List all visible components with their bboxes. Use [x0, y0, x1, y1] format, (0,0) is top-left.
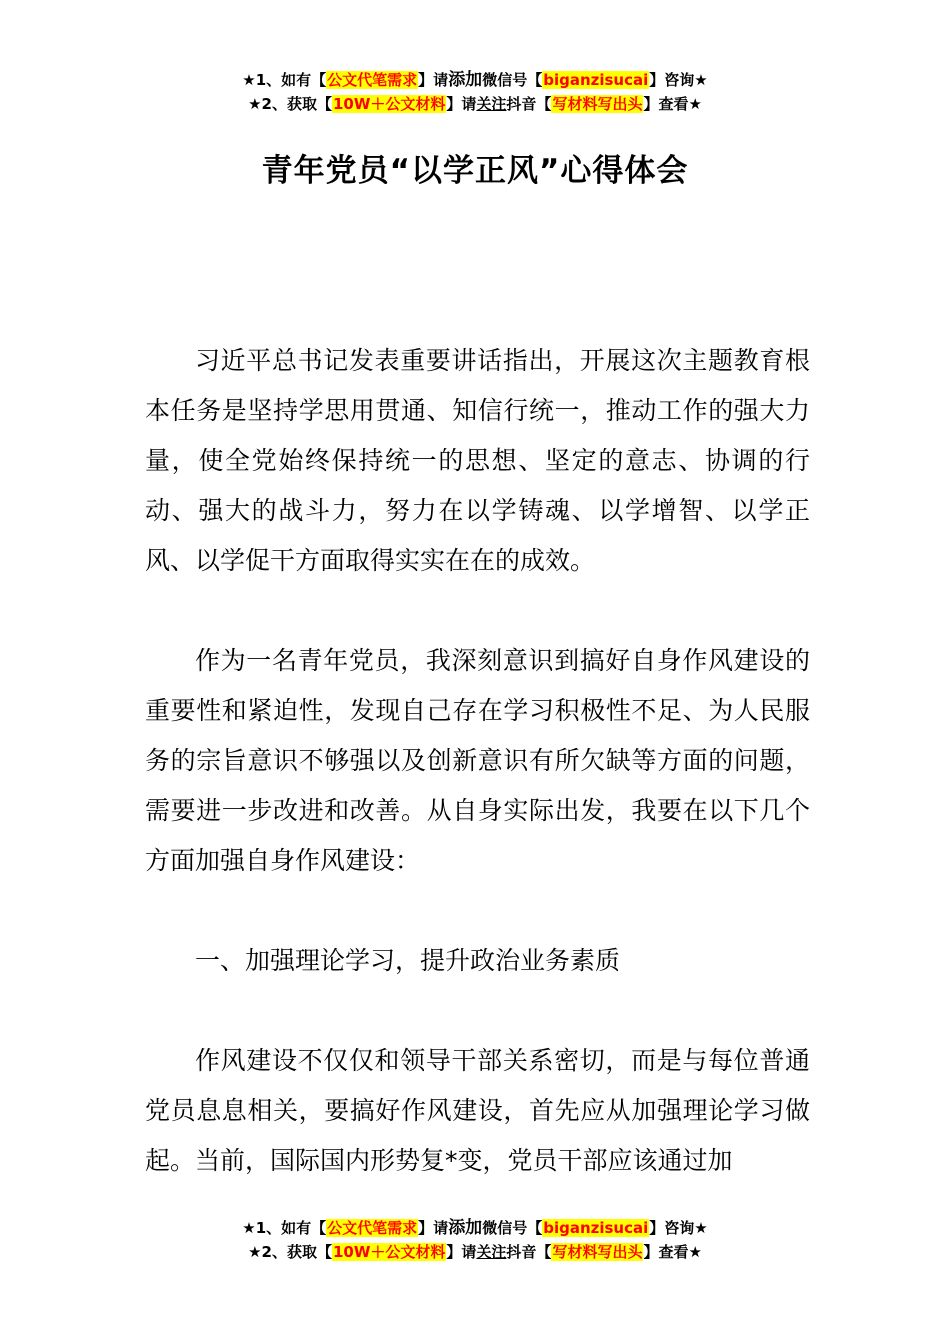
banner-text: 】查看★	[643, 95, 702, 113]
banner-text: 】请	[418, 1219, 449, 1237]
banner-text: 】咨询★	[649, 71, 708, 89]
footer-banner	[0, 1216, 950, 1264]
highlight-wechat-id: biganzisucai	[543, 71, 649, 89]
body-paragraph: 习近平总书记发表重要讲话指出，开展这次主题教育根本任务是坚持学思用贯通、知信行统一，推动工作的强大力量，使全党始终保持统一的思想、坚定的意志、协调的行动、强大的战斗力，努力在以学铸魂、以学增智、以学正风、以学促干方面取得实实在在的成效。	[145, 346, 810, 575]
banner-text: ★2、获取【	[248, 95, 332, 113]
banner-text: ★1、如有【	[242, 71, 327, 89]
banner-line-1	[0, 68, 950, 92]
document-title: 青年党员“以学正风”心得体会	[261, 153, 689, 189]
banner-text: ★2、获取【	[248, 1243, 332, 1261]
highlight-materials: 10W＋公文材料	[332, 1243, 446, 1261]
section-heading: 一、加强理论学习，提升政治业务素质	[195, 946, 621, 975]
highlight-douyin-account: 写材料写出头	[552, 95, 643, 113]
banner-emphasis: 添加	[448, 1218, 483, 1238]
banner-text: 】请	[446, 95, 477, 113]
banner-text: 抖音【	[506, 1243, 552, 1261]
banner-line-2	[0, 1240, 950, 1264]
banner-text: 微信号【	[482, 71, 543, 89]
banner-emphasis: 添加	[448, 70, 483, 90]
banner-line-2	[0, 92, 950, 116]
banner-text: 微信号【	[482, 1219, 543, 1237]
banner-text: 】查看★	[643, 1243, 702, 1261]
highlight-douyin-account: 写材料写出头	[552, 1243, 643, 1261]
banner-text: 抖音【	[506, 95, 552, 113]
banner-text: ★1、如有【	[242, 1219, 327, 1237]
banner-text: 】请	[446, 1243, 477, 1261]
highlight-service: 公文代笔需求	[327, 71, 418, 89]
banner-emphasis: 关注	[476, 1243, 507, 1261]
highlight-service: 公文代笔需求	[327, 1219, 418, 1237]
body-paragraph: 作风建设不仅仅和领导干部关系密切，而是与每位普通党员息息相关，要搞好作风建设，首先应从加强理论学习做起。当前，国际国内形势复*变，党员干部应该通过加	[145, 1046, 810, 1175]
highlight-materials: 10W＋公文材料	[332, 95, 446, 113]
highlight-wechat-id: biganzisucai	[543, 1219, 649, 1237]
banner-text: 】请	[418, 71, 449, 89]
header-banner	[0, 68, 950, 116]
banner-line-1	[0, 1216, 950, 1240]
banner-emphasis: 关注	[476, 95, 507, 113]
body-paragraph: 作为一名青年党员，我深刻意识到搞好自身作风建设的重要性和紧迫性，发现自己存在学习积极性不足、为人民服务的宗旨意识不够强以及创新意识有所欠缺等方面的问题，需要进一步改进和改善。从自身实际出发，我要在以下几个方面加强自身作风建设：	[145, 646, 810, 875]
document-body	[145, 336, 810, 1236]
banner-text: 】咨询★	[649, 1219, 708, 1237]
